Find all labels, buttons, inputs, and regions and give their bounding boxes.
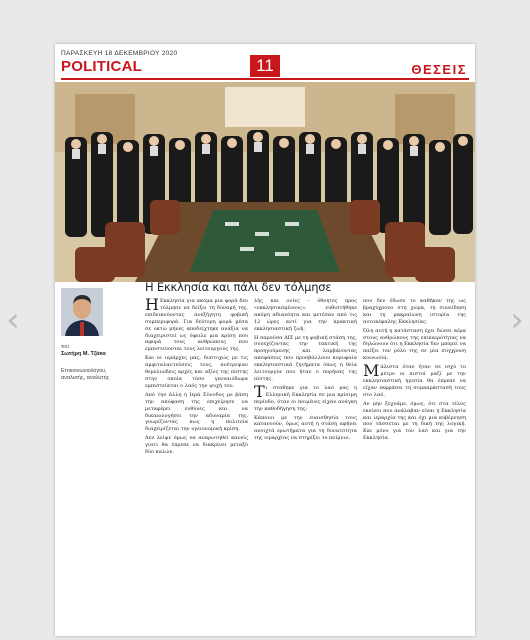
- paragraph: Κάποιοι με την ευαισθησία τους κατανοούν, όμως αυτή η στάση αφήνει ανοιχτά ερωτήματα για τη δυνατότητα της ιεραρχίας να στηρίξει το ποίμνιο.: [254, 414, 357, 442]
- paragraph: Αν μην ξεχνάμε, όμως, ότι στα τέλος εκείνοι που ανάλαβαν είναι η Εκκλησία και ιεραρχία της και όχι μια κυβέρνηση που τάσσεται με τη δική της λογική. Και μόνο για τον λαό και για την Εκκλησία.: [363, 400, 466, 442]
- date-line: ΠΑΡΑΣΚΕΥΗ 18 ΔΕΚΕΜΒΡΙΟΥ 2020: [61, 50, 178, 57]
- author-avatar: [61, 288, 103, 336]
- article-column-2: [254, 298, 357, 458]
- newspaper-page: [55, 44, 475, 636]
- paragraph: Και οι ιεράρχες μας, δυστυχώς με τις αμφιταλαντεύσεις τους, ανέτρεψαν θεμελιώδεις αρχές και αξίες της πίστης στην οποία τόσο γενναιόδωρα εμπιστεύεται ο λαός την ψυχή του.: [145, 355, 248, 389]
- chevron-right-icon[interactable]: ›: [510, 300, 524, 340]
- paragraph: Όλη αυτή η κατάσταση έχει δώσει αέρα στους ανθρώπους της επικαιρότητας να δηλώνουν ότι η Εκκλησία δεν μπορεί να παίξει τον ρόλο της σε μια σύγχρονη κοινωνία.: [363, 327, 466, 362]
- article-headline: Η Εκκλησία και πάλι δεν τόλμησε: [145, 280, 332, 294]
- paragraph: Η παρούσα ΔΙΣ με τη φοβική στάση της, συνεχίζοντας την τακτική της προηγούμενης και λαμβάνοντας αποφάσεις που προσβάλλουν κορυφαία εκκλησιαστικά ζητήματα όπως η θεία λειτουργία που ήταν ο πυρήνας της πίστης.: [254, 334, 357, 382]
- category-label: ΘΕΣΕΙΣ: [411, 62, 467, 77]
- paragraph: Τι σταθηκε για το λαό μας η Ελληνική Εκκλησία σε μια κρίσιμη περίοδο, όταν οι ποιμένες είχαν ανάγκη την καθοδήγηση της;: [254, 381, 357, 412]
- article-column-1: [145, 295, 248, 458]
- section-title: POLITICAL: [61, 58, 142, 75]
- article-photo: [55, 82, 475, 282]
- chevron-left-icon[interactable]: ‹: [6, 300, 20, 340]
- author-name: Σωτήρη Μ. Τζάκα: [61, 351, 106, 357]
- author-role: Επικοινωνιολόγου, αναλυτής, αναλυτής: [61, 368, 110, 381]
- header-rule: [61, 78, 469, 80]
- paragraph: Μάλιστα όταν ήταν σε ισχύ το μέτρο οι πιστοί μαζί με την εκκλησιαστική ηγεσία θα έπρεπε να είχαν εκφράσει τη συμπαράστασή τους στο λαό.: [363, 361, 466, 398]
- author-prefix: του: [61, 344, 70, 350]
- author-box: [61, 288, 127, 382]
- article-column-3: [363, 298, 466, 458]
- article-body: [145, 295, 467, 458]
- paragraph: Δεν λείψε όμως να αναρωτηθεί κανείς γιατί θα έπρεπε να διακρίνει μεταξύ δύο καλών.: [145, 435, 248, 456]
- page-number-badge: 11: [250, 55, 280, 77]
- paragraph: ΗΕκκλησία για ακόμα μια φορά δεν τόλμησε να δείξει τη δύναμή της, επιδεικνύοντας ανεξήγητη φοβική συμπεριφορά. Για δεύτερη φορά μέσα σε οκτώ μήνες αποδείχτηκε ανάξια να διαχειριστεί ως όφειλε μια κρίση που αφορά τους ανθρώπους που εμπιστεύονται τους λειτουργούς της.: [145, 295, 248, 353]
- paragraph: που δεν έδωσε το καθήκον της ως βραχύχρονο στη χώρα, τη συνείδηση και τη μακραίωνη ιστορία της αυτοκέφαλης Εκκλησίας.: [363, 298, 466, 325]
- paragraph: λής και ονίες – όθνητες προς «εκκλησιασμένους», ευθιστήθηκε ακόμη αδιανόητα και μετέσαν από τις 12 ώρες αντί για την πρακτική εκκλησιαστική ζωή.: [254, 298, 357, 332]
- paragraph: Από την άλλη η Ιερά Σύνοδος με βάση την απόφαση της επιχείρησε να μεταφέρει ευθύνες και να δικαιολογήσει την αδυναμία της, γνωρίζοντας πως η πολιτεία διαχειρίζεται την υγειονομική κρίση.: [145, 391, 248, 433]
